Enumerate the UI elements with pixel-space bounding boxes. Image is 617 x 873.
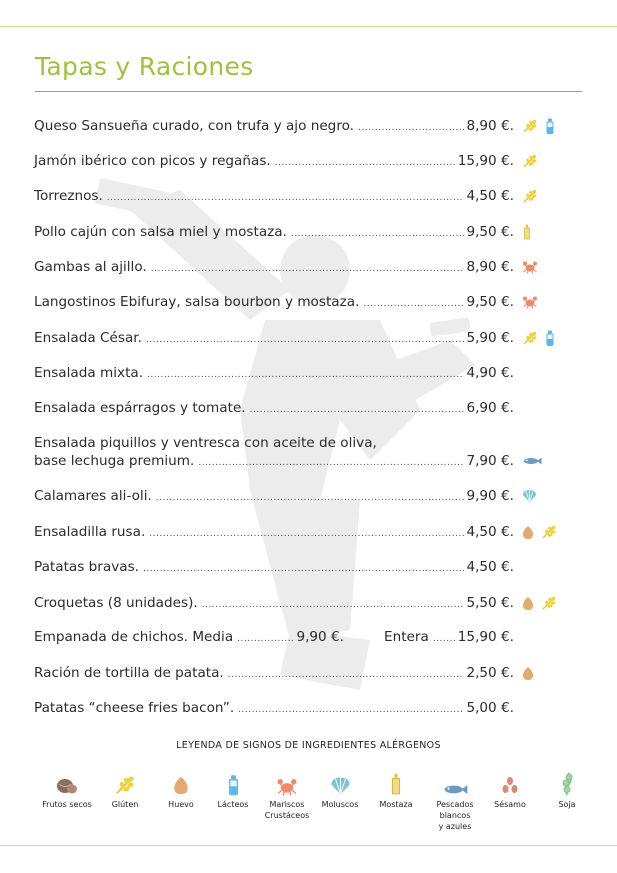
legend-label: Lácteos	[217, 800, 249, 809]
legend-label: Mariscos Crustáceos	[264, 800, 310, 820]
gluten-icon	[541, 595, 557, 611]
item-name: Torreznos.	[34, 188, 103, 204]
milk-icon	[545, 330, 555, 346]
item-price: 8,90 €.	[466, 118, 514, 134]
leader-dots	[198, 454, 464, 472]
gluten-icon	[522, 330, 538, 346]
legend-label: Mostaza	[379, 800, 413, 809]
leader-dots	[250, 401, 465, 419]
leader-dots	[358, 119, 464, 137]
leader-dots	[149, 525, 464, 543]
item-name: Jamón ibérico con picos y regañas.	[34, 153, 271, 169]
menu-item	[34, 117, 582, 137]
leader-dots	[156, 489, 465, 507]
leader-dots	[433, 630, 456, 648]
item-name-line1: Ensalada piquillos y ventresca con aceite de oliva,	[34, 435, 377, 451]
menu-item	[34, 399, 582, 419]
item-price: 9,50 €.	[466, 294, 514, 310]
leader-dots	[363, 295, 464, 313]
leader-dots	[202, 596, 465, 614]
egg-icon	[173, 775, 189, 796]
crab-icon	[276, 777, 298, 796]
item-name: Pollo cajún con salsa miel y mostaza.	[34, 224, 287, 240]
shell-icon	[330, 776, 351, 796]
legend-title: LEYENDA DE SIGNOS DE INGREDIENTES ALÉRGENOS	[176, 740, 441, 751]
gluten-icon	[541, 524, 557, 540]
menu-item	[34, 664, 582, 684]
menu-item	[34, 594, 582, 614]
leader-dots	[107, 189, 465, 207]
item-price: 6,90 €.	[466, 400, 514, 416]
menu-item	[34, 223, 582, 243]
page-title: Tapas y Raciones	[35, 52, 254, 81]
item-name: Ración de tortilla de patata.	[34, 665, 224, 681]
menu-item	[34, 187, 582, 207]
legend-label: Glúten	[111, 800, 139, 809]
nuts-icon	[56, 776, 78, 796]
item-price: 4,90 €.	[466, 365, 514, 381]
gluten-icon	[522, 153, 538, 169]
menu-item	[34, 523, 582, 543]
leader-dots	[237, 630, 294, 648]
menu-item	[34, 293, 582, 313]
menu-item	[34, 329, 582, 349]
item-name: Ensaladilla rusa.	[34, 524, 146, 540]
item-price: 9,90 €.	[296, 629, 344, 645]
item-name: Queso Sansueña curado, con trufa y ajo negro.	[34, 118, 355, 134]
legend-item-soy	[532, 770, 602, 810]
menu-item	[34, 434, 582, 472]
fish-icon	[442, 783, 468, 796]
crab-icon	[522, 295, 538, 309]
item-price: 5,50 €.	[466, 595, 514, 611]
item-name: Empanada de chichos. Media	[34, 629, 234, 645]
item-name: Patatas bravas.	[34, 559, 139, 575]
gluten-icon	[522, 118, 538, 134]
menu-item	[34, 487, 582, 507]
item-price: 5,00 €.	[466, 700, 514, 716]
shell-icon	[522, 489, 537, 503]
item-name-secondary: Entera	[384, 629, 429, 645]
item-name: Ensalada espárragos y tomate.	[34, 400, 246, 416]
legend-label: Pescados blancos y azules	[436, 800, 474, 831]
item-name: Langostinos Ebifuray, salsa bourbon y mostaza.	[34, 294, 360, 310]
milk-icon	[545, 118, 555, 134]
bottom-rule	[0, 845, 617, 846]
leader-dots	[238, 701, 464, 719]
item-name: Ensalada mixta.	[34, 365, 144, 381]
item-name: Ensalada César.	[34, 330, 142, 346]
egg-icon	[522, 596, 534, 611]
item-name: Calamares ali-oli.	[34, 488, 152, 504]
menu-item	[34, 258, 582, 278]
item-price-secondary: 15,90 €.	[457, 629, 514, 645]
leader-dots	[146, 331, 465, 349]
menu-item	[34, 152, 582, 172]
menu-item	[34, 628, 582, 648]
legend-label: Soja	[558, 800, 576, 809]
leader-dots	[228, 666, 465, 684]
fish-icon	[522, 456, 542, 466]
item-price: 5,90 €.	[466, 330, 514, 346]
leader-dots	[143, 560, 464, 578]
mustard-icon	[522, 224, 532, 240]
milk-icon	[227, 774, 240, 796]
mustard-icon	[389, 772, 403, 796]
item-name: Gambas al ajillo.	[34, 259, 147, 275]
gluten-icon	[522, 188, 538, 204]
item-price: 4,50 €.	[466, 559, 514, 575]
item-price: 8,90 €.	[466, 259, 514, 275]
leader-dots	[275, 154, 456, 172]
item-price: 15,90 €.	[457, 153, 514, 169]
menu-item	[34, 699, 582, 719]
leader-dots	[147, 366, 464, 384]
egg-icon	[522, 666, 534, 681]
item-price: 2,50 €.	[466, 665, 514, 681]
egg-icon	[522, 525, 534, 540]
sesame-icon	[500, 776, 520, 796]
item-price: 9,50 €.	[466, 224, 514, 240]
item-name: Croquetas (8 unidades).	[34, 595, 198, 611]
soy-icon	[558, 772, 576, 796]
top-rule	[0, 26, 617, 27]
menu-item	[34, 558, 582, 578]
gluten-icon	[114, 774, 136, 796]
item-name: Patatas “cheese fries bacon”.	[34, 700, 235, 716]
legend-label: Frutos secos	[42, 800, 92, 809]
leader-dots	[151, 260, 465, 278]
item-price: 4,50 €.	[466, 524, 514, 540]
item-price: 7,90 €.	[466, 453, 514, 469]
item-name: base lechuga premium.	[34, 453, 195, 469]
legend-label: Moluscos	[321, 800, 359, 809]
item-price: 4,50 €.	[466, 188, 514, 204]
title-divider	[35, 91, 582, 92]
leader-dots	[291, 225, 464, 243]
item-price: 9,90 €.	[466, 488, 514, 504]
legend-label: Sésamo	[494, 800, 526, 809]
menu-item	[34, 364, 582, 384]
legend-label: Huevo	[168, 800, 194, 809]
crab-icon	[522, 260, 538, 274]
